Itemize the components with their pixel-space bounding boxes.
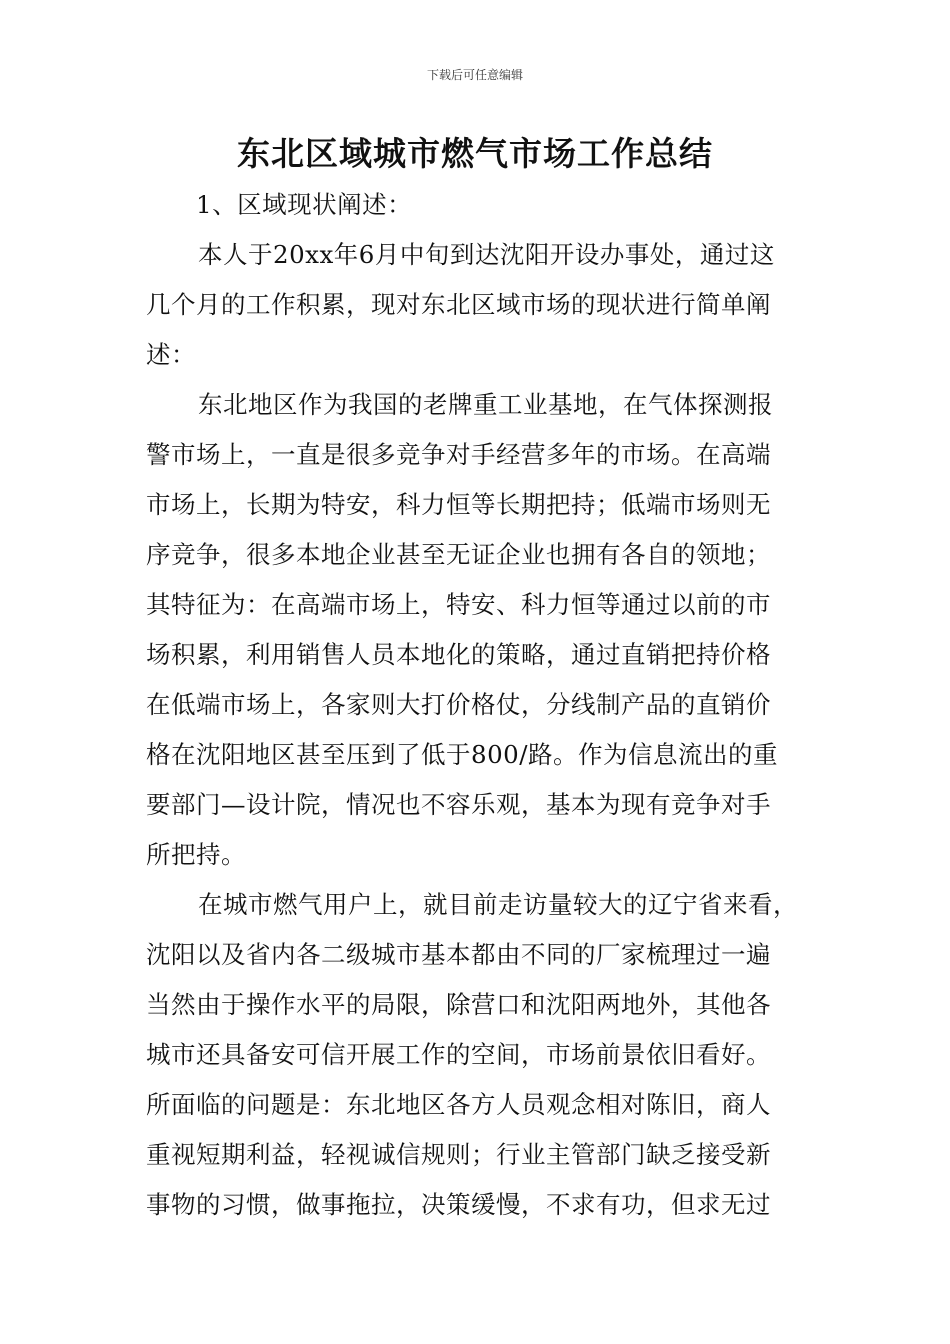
header-note: 下载后可任意编辑 <box>426 68 523 82</box>
paragraph-line: 沈阳以及省内各二级城市基本都由不同的厂家梳理过一遍 <box>146 940 771 969</box>
paragraph-line: 重视短期利益，轻视诚信规则；行业主管部门缺乏接受新 <box>146 1140 771 1169</box>
paragraph-line: 本人于20xx年6月中旬到达沈阳开设办事处，通过这 <box>198 240 775 269</box>
paragraph-line: 市场上，长期为特安，科力恒等长期把持；低端市场则无 <box>146 490 771 519</box>
paragraph-line: 场积累，利用销售人员本地化的策略，通过直销把持价格 <box>146 640 771 669</box>
paragraph-line: 警市场上，一直是很多竞争对手经营多年的市场。在高端 <box>146 440 771 469</box>
paragraph-line: 所面临的问题是：东北地区各方人员观念相对陈旧，商人 <box>146 1090 771 1119</box>
paragraph-line: 述： <box>146 340 196 369</box>
paragraph-line: 序竞争，很多本地企业甚至无证企业也拥有各自的领地； <box>146 540 771 569</box>
paragraph-line: 在城市燃气用户上，就目前走访量较大的辽宁省来看， <box>198 890 798 919</box>
paragraph-line: 当然由于操作水平的局限，除营口和沈阳两地外，其他各 <box>146 990 771 1019</box>
paragraph-line: 格在沈阳地区甚至压到了低于800/路。作为信息流出的重 <box>146 740 779 769</box>
paragraph-line: 几个月的工作积累，现对东北区域市场的现状进行简单阐 <box>146 290 771 319</box>
paragraph-line: 要部门—设计院，情况也不容乐观，基本为现有竞争对手 <box>146 790 771 819</box>
paragraph-line: 事物的习惯，做事拖拉，决策缓慢，不求有功，但求无过 <box>146 1190 771 1219</box>
paragraph-line: 所把持。 <box>146 840 246 869</box>
paragraph-line: 城市还具备安可信开展工作的空间，市场前景依旧看好。 <box>146 1040 771 1069</box>
paragraph-line: 其特征为：在高端市场上，特安、科力恒等通过以前的市 <box>146 590 771 619</box>
paragraph-line: 东北地区作为我国的老牌重工业基地，在气体探测报 <box>198 390 773 419</box>
paragraph-line: 在低端市场上，各家则大打价格仗，分线制产品的直销价 <box>146 690 771 719</box>
section-heading: 1、区域现状阐述： <box>196 190 413 219</box>
document-title: 东北区域城市燃气市场工作总结 <box>237 134 713 173</box>
